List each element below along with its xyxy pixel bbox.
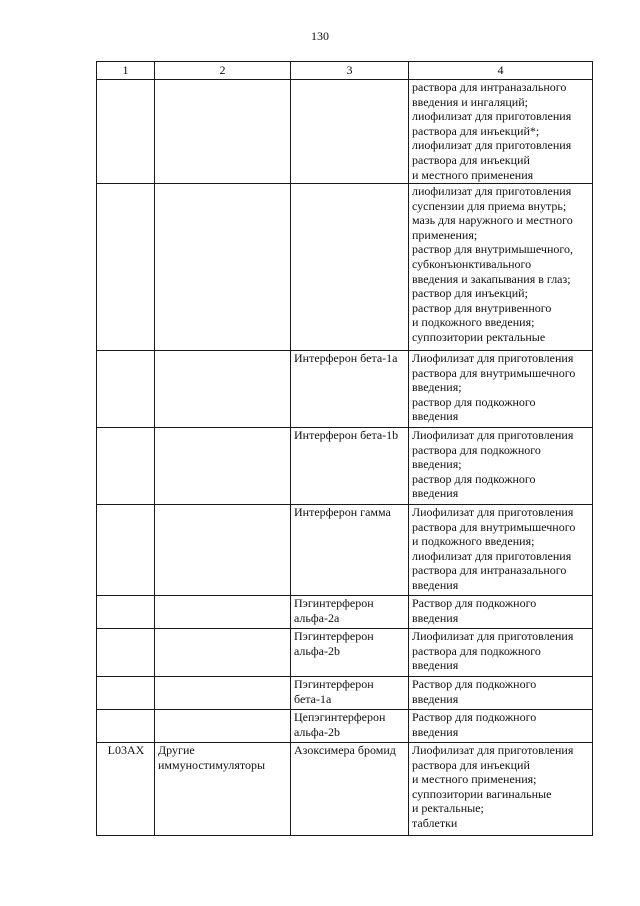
header-row	[97, 62, 593, 80]
table-row	[97, 351, 593, 428]
table-row	[97, 677, 593, 710]
drug-name-cell: Интерферон гамма	[291, 505, 409, 596]
atc-code-cell: L03AX	[97, 743, 155, 836]
atc-code-cell	[97, 428, 155, 505]
atc-code-cell	[97, 677, 155, 710]
atc-code-cell	[97, 351, 155, 428]
table-row	[97, 80, 593, 184]
header-col-2: 2	[155, 62, 291, 80]
dosage-forms-cell: Раствор для подкожного введения	[409, 596, 593, 629]
drug-name-cell	[291, 184, 409, 351]
group-cell	[155, 80, 291, 184]
atc-code-cell	[97, 80, 155, 184]
dosage-forms-cell: Лиофилизат для приготовления раствора для инъекций и местного применения; суппозитории вагинальные и ректальные; таблетки	[409, 743, 593, 836]
table-row	[97, 743, 593, 836]
dosage-forms-cell: раствора для интраназального введения и ингаляций; лиофилизат для приготовления раствора для инъекций*; лиофилизат для приготовления раствора для инъекций и местного применения	[409, 80, 593, 184]
group-cell	[155, 596, 291, 629]
table-row	[97, 505, 593, 596]
drug-table	[96, 61, 593, 836]
drug-name-cell	[291, 80, 409, 184]
group-cell	[155, 351, 291, 428]
drug-name-cell: Пэгинтерферон бета-1a	[291, 677, 409, 710]
group-cell	[155, 629, 291, 677]
dosage-forms-cell: Раствор для подкожного введения	[409, 677, 593, 710]
dosage-forms-cell: Раствор для подкожного введения	[409, 710, 593, 743]
drug-name-cell: Пэгинтерферон альфа-2a	[291, 596, 409, 629]
dosage-forms-cell: лиофилизат для приготовления суспензии для приема внутрь; мазь для наружного и местного применения; раствор для внутримышечного, субконъюнктивального введения и закапывания в глаз; раствор для инъекций; раствор для внутривенного и подкожного введения; суппозитории ректальные	[409, 184, 593, 351]
dosage-forms-cell: Лиофилизат для приготовления раствора для подкожного введения	[409, 629, 593, 677]
atc-code-cell	[97, 596, 155, 629]
drug-name-cell: Цепэгинтерферон альфа-2b	[291, 710, 409, 743]
table-row	[97, 710, 593, 743]
group-cell	[155, 505, 291, 596]
drug-name-cell: Азоксимера бромид	[291, 743, 409, 836]
table-row	[97, 596, 593, 629]
drug-name-cell: Интерферон бета-1b	[291, 428, 409, 505]
drug-name-cell: Пэгинтерферон альфа-2b	[291, 629, 409, 677]
header-col-4: 4	[409, 62, 593, 80]
table-row	[97, 184, 593, 351]
atc-code-cell	[97, 184, 155, 351]
dosage-forms-cell: Лиофилизат для приготовления раствора для подкожного введения; раствор для подкожного введения	[409, 428, 593, 505]
dosage-forms-cell: Лиофилизат для приготовления раствора для внутримышечного и подкожного введения; лиофилизат для приготовления раствора для интраназального введения	[409, 505, 593, 596]
table-row	[97, 629, 593, 677]
group-cell: Другие иммуностимуляторы	[155, 743, 291, 836]
group-cell	[155, 428, 291, 505]
atc-code-cell	[97, 710, 155, 743]
table-row	[97, 428, 593, 505]
page-number: 130	[311, 29, 329, 43]
atc-code-cell	[97, 629, 155, 677]
group-cell	[155, 677, 291, 710]
dosage-forms-cell: Лиофилизат для приготовления раствора для внутримышечного введения; раствор для подкожного введения	[409, 351, 593, 428]
group-cell	[155, 710, 291, 743]
group-cell	[155, 184, 291, 351]
header-col-3: 3	[291, 62, 409, 80]
header-col-1: 1	[97, 62, 155, 80]
drug-name-cell: Интерферон бета-1a	[291, 351, 409, 428]
atc-code-cell	[97, 505, 155, 596]
